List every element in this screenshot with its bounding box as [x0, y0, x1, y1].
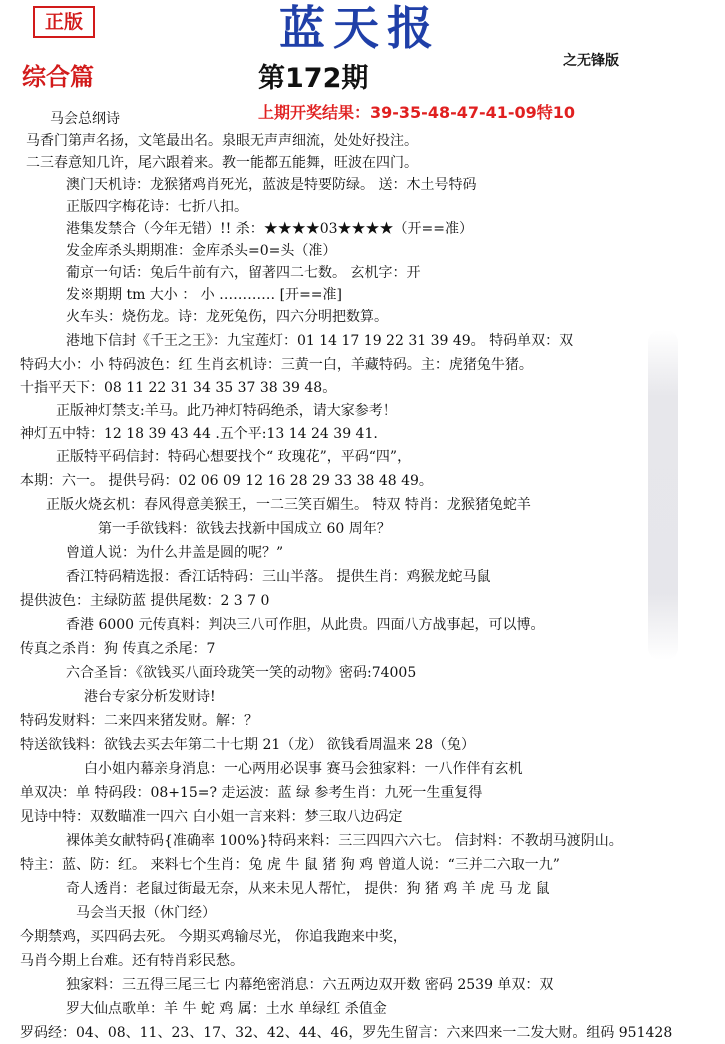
text-line: 神灯五中特：12 18 39 43 44 .五个平:13 14 24 39 41. [20, 426, 378, 442]
text-line: 马会当天报（休门经） [76, 905, 216, 921]
masthead-title: 蓝天报 [279, 1, 441, 55]
text-line: 港台专家分析发财诗! [84, 689, 216, 705]
text-line: 马肖今期上台难。还有特肖彩民愁。 [20, 953, 244, 969]
text-line: 港地下信封《千王之王》：九宝莲灯：01 14 17 19 22 31 39 49。 特码单双：双 [66, 333, 574, 349]
text-line: 十指平天下：08 11 22 31 34 35 37 38 39 48。 [20, 380, 337, 396]
text-line: 正版特平码信封：特码心想要找个“ 玫瑰花”，平码“四”， [56, 449, 412, 465]
text-line: 特码发财料：二来四来猪发财。解：？ [20, 713, 258, 729]
text-line: 港集发禁合（今年无错）!! 杀：★★★★03★★★★（开==准） [66, 221, 473, 237]
section-title: 综合篇 [22, 62, 94, 91]
watermark-decoration [648, 330, 678, 660]
text-line: 传真之杀肖：狗 传真之杀尾：7 [20, 641, 216, 657]
text-line: 白小姐内幕亲身消息：一心两用必误事 赛马会独家料：一八作伴有玄机 [84, 761, 523, 777]
text-line: 本期：六一。 提供号码：02 06 09 12 16 28 29 33 38 48 49。 [20, 473, 433, 489]
text-line: 葡京一句话：兔后牛前有六，留著四二七数。 玄机字：开 [66, 265, 421, 281]
text-line: 马会总纲诗 [50, 111, 120, 127]
text-line: 罗大仙点歌单：羊 牛 蛇 鸡 属：土水 单绿红 杀值金 [66, 1001, 387, 1017]
text-line: 正版四字梅花诗：七折八扣。 [66, 199, 248, 215]
text-line: 火车头：烧伤龙。诗：龙死兔伤，四六分明把数算。 [66, 309, 388, 325]
text-line: 特主：蓝、防：红。 来料七个生肖：兔 虎 牛 鼠 猪 狗 鸡 曾道人说：“三并二六取一九” [20, 857, 560, 873]
text-line: 曾道人说：为什么井盖是圆的呢？” [66, 545, 284, 561]
edition-badge: 正版 [33, 6, 95, 38]
text-line: 提供波色：主绿防蓝 提供尾数：2 3 7 0 [20, 593, 270, 609]
edition-variant: 之无锋版 [563, 53, 619, 69]
text-line: 今期禁鸡，买四码去死。 今期买鸡输尽光， 你追我跑来中奖， [20, 929, 407, 945]
text-line: 特送欲钱料：欲钱去买去年第二十七期 21（龙） 欲钱看周温来 28（兔） [20, 737, 475, 753]
text-line: 裸体美女献特码{准确率 100%}特码来料：三三四四六六七。 信封料：不教胡马渡阴山。 [66, 833, 623, 849]
text-line: 正版神灯禁支:羊马。此乃神灯特码绝杀，请大家参考！ [56, 403, 397, 419]
text-line: 马香门第声名扬，文笔最出名。泉眼无声声细流，处处好投注。 [26, 133, 418, 149]
text-line: 第一手欲钱料：欲钱去找新中国成立 60 周年？ [98, 521, 391, 537]
text-line: 见诗中特：双数瞄准一四六 白小姐一言来料：梦三取八边码定 [20, 809, 403, 825]
text-line: 奇人透肖：老鼠过街最无奈，从来未见人帮忙， 提供：狗 猪 鸡 羊 虎 马 龙 鼠 [66, 881, 550, 897]
text-line: 二三春意知几许，尾六跟着来。教一能都五能舞，旺波在四门。 [26, 155, 418, 171]
text-line: 发※期期 tm 大小 ： 小 ………… [开==准] [66, 287, 342, 303]
text-line: 特码大小：小 特码波色：红 生肖玄机诗：三黄一白，羊藏特码。主：虎猪兔牛猪。 [20, 357, 533, 373]
text-line: 香江特码精选报：香江话特码：三山半落。 提供生肖：鸡猴龙蛇马鼠 [66, 569, 491, 585]
text-line: 罗码经：04、08、11、23、17、32、42、44、46，罗先生留言：六来四来一二发大财。组码 951428 [20, 1025, 673, 1041]
text-line: 香港 6000 元传真料：判决三八可作胆，从此贵。四面八方战事起，可以博。 [66, 617, 545, 633]
text-line: 独家料：三五得三尾三七 内幕绝密消息：六五两边双开数 密码 2539 单双：双 [66, 977, 554, 993]
issue-number: 第172期 [258, 63, 369, 94]
last-draw-results: 上期开奖结果：39-35-48-47-41-09特10 [258, 103, 576, 122]
text-line: 单双决：单 特码段：08+15=? 走运波：蓝 绿 参考生肖：九死一生重复得 [20, 785, 483, 801]
text-line: 澳门天机诗：龙猴猪鸡肖死光，蓝波是特要防绿。 送：木土号特码 [66, 177, 477, 193]
text-line: 发金库杀头期期准：金库杀头=0=头（准） [66, 243, 337, 259]
text-line: 六合圣旨：《欲钱买八面玲珑笑一笑的动物》密码:74005 [66, 665, 417, 681]
text-line: 正版火烧玄机：春风得意美猴王，一二三笑百媚生。 特双 特肖：龙猴猪兔蛇羊 [46, 497, 531, 513]
